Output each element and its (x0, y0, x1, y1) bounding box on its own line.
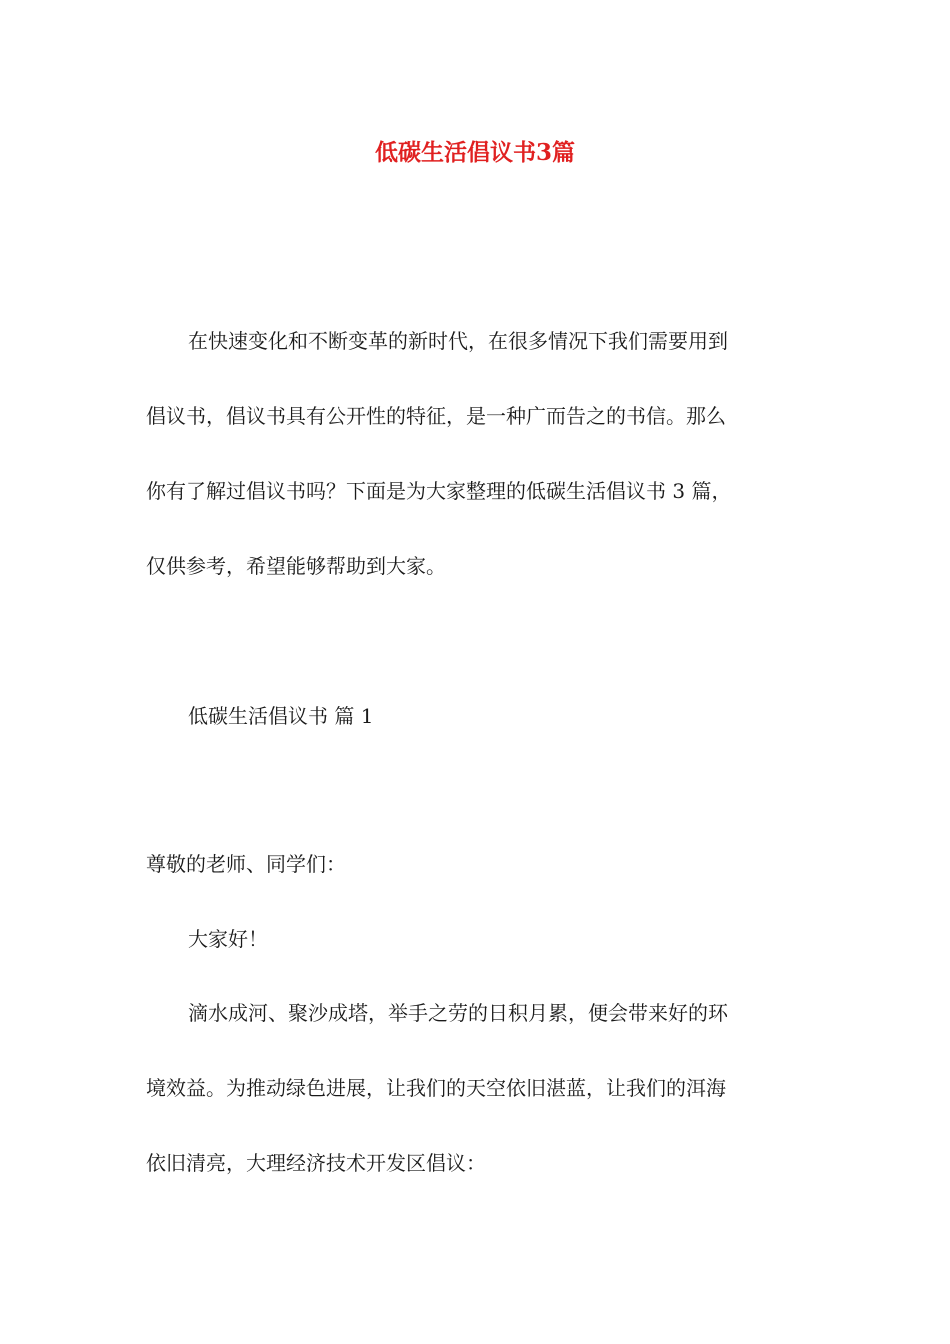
body-line: 依旧清亮，大理经济技术开发区倡议： (146, 1151, 486, 1175)
greeting: 大家好！ (188, 927, 268, 951)
intro-line: 倡议书，倡议书具有公开性的特征，是一种广而告之的书信。那么 (146, 404, 726, 428)
intro-line: 仅供参考，希望能够帮助到大家。 (146, 554, 446, 578)
document-title: 低碳生活倡议书3篇 (374, 139, 575, 166)
section-heading: 低碳生活倡议书 篇 1 (188, 704, 374, 728)
body-line: 境效益。为推动绿色进展，让我们的天空依旧湛蓝，让我们的洱海 (146, 1076, 726, 1100)
salutation: 尊敬的老师、同学们： (146, 852, 346, 876)
intro-line: 你有了解过倡议书吗？下面是为大家整理的低碳生活倡议书 3 篇， (146, 479, 732, 503)
body-line: 滴水成河、聚沙成塔，举手之劳的日积月累，便会带来好的环 (188, 1001, 728, 1025)
intro-line: 在快速变化和不断变革的新时代，在很多情况下我们需要用到 (188, 329, 728, 353)
